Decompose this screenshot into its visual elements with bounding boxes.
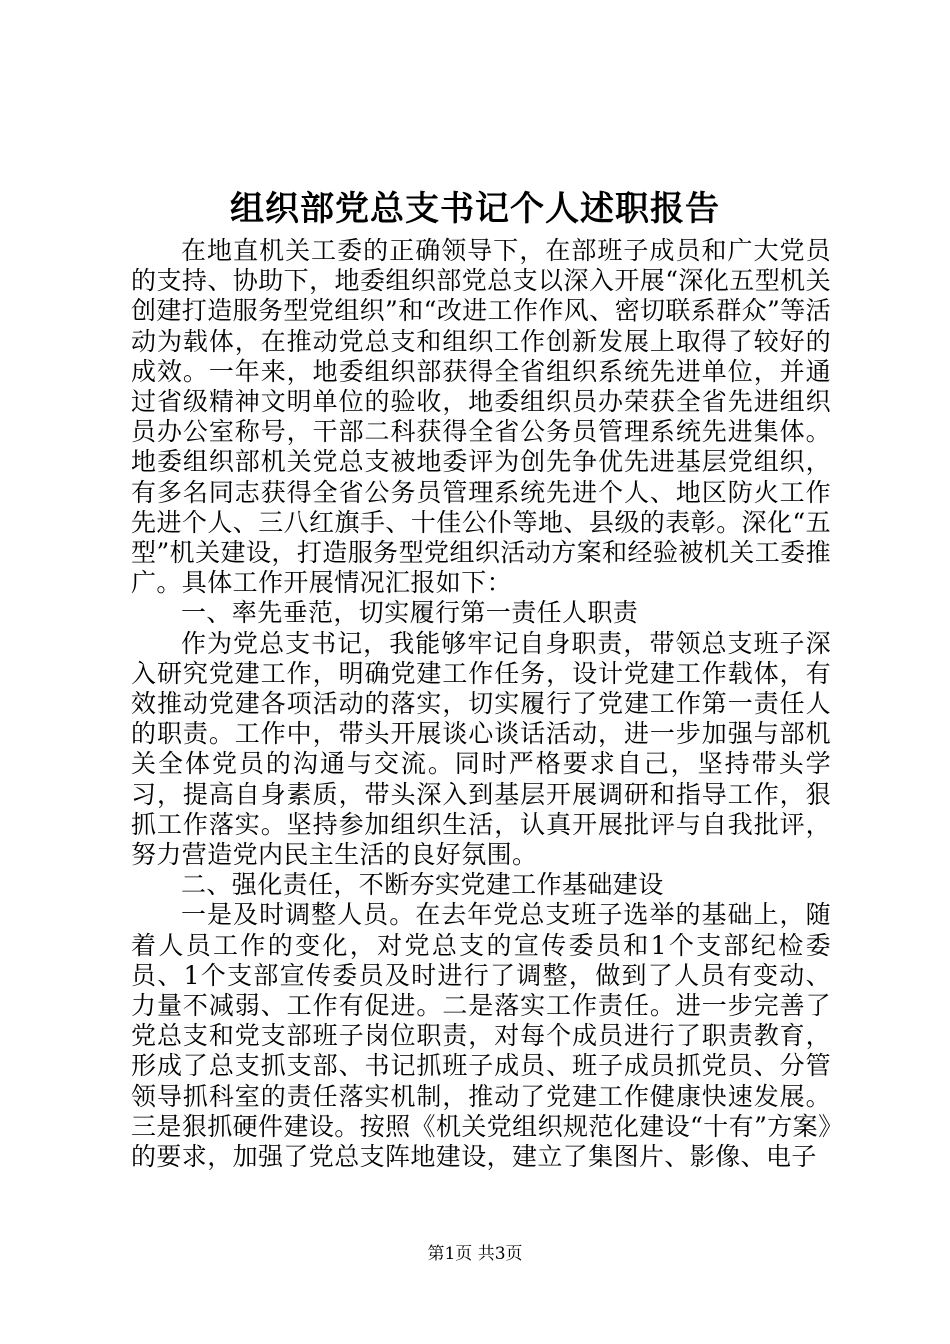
paragraph-section-1: 作为党总支书记，我能够牢记自身职责，带领总支班子深入研究党建工作，明确党建工作任务，设计党建工作载体，有效推动党建各项活动的落实，切实履行了党建工作第一责任人的职责。工作中，带头开展谈心谈话活动，进一步加强与部机关全体党员的沟通与交流。同时严格要求自己，坚持带头学习，提高自身素质，带头深入到基层开展调研和指导工作，狠抓工作落实。坚持参加组织生活，认真开展批评与自我批评，努力营造党内民主生活的良好氛围。: [131, 628, 831, 870]
section-heading-2: 二、强化责任，不断夯实党建工作基础建设: [181, 870, 664, 900]
page-footer: 第1页 共3页: [427, 1244, 523, 1264]
document-title: 组织部党总支书记个人述职报告: [230, 189, 720, 229]
document-body: [131, 236, 831, 1172]
paragraph-intro: 在地直机关工委的正确领导下，在部班子成员和广大党员的支持、协助下，地委组织部党总支以深入开展“深化五型机关创建打造服务型党组织”和“改进工作作风、密切联系群众”等活动为载体，在推动党总支和组织工作创新发展上取得了较好的成效。一年来，地委组织部获得全省组织系统先进单位，并通过省级精神文明单位的验收，地委组织员办荣获全省先进组织员办公室称号，干部二科获得全省公务员管理系统先进集体。地委组织部机关党总支被地委评为创先争优先进基层党组织，有多名同志获得全省公务员管理系统先进个人、地区防火工作先进个人、三八红旗手、十佳公仆等地、县级的表彰。深化“五型”机关建设，打造服务型党组织活动方案和经验被机关工委推广。具体工作开展情况汇报如下：: [131, 236, 831, 598]
paragraph-section-2: 一是及时调整人员。在去年党总支班子选举的基础上，随着人员工作的变化，对党总支的宣传委员和1个支部纪检委员、1个支部宣传委员及时进行了调整，做到了人员有变动、力量不减弱、工作有促进。二是落实工作责任。进一步完善了党总支和党支部班子岗位职责，对每个成员进行了职责教育，形成了总支抓支部、书记抓班子成员、班子成员抓党员、分管领导抓科室的责任落实机制，推动了党建工作健康快速发展。三是狠抓硬件建设。按照《机关党组织规范化建设“十有”方案》的要求，加强了党总支阵地建设，建立了集图片、影像、电子: [131, 900, 831, 1172]
section-heading-1: 一、率先垂范，切实履行第一责任人职责: [181, 598, 639, 628]
